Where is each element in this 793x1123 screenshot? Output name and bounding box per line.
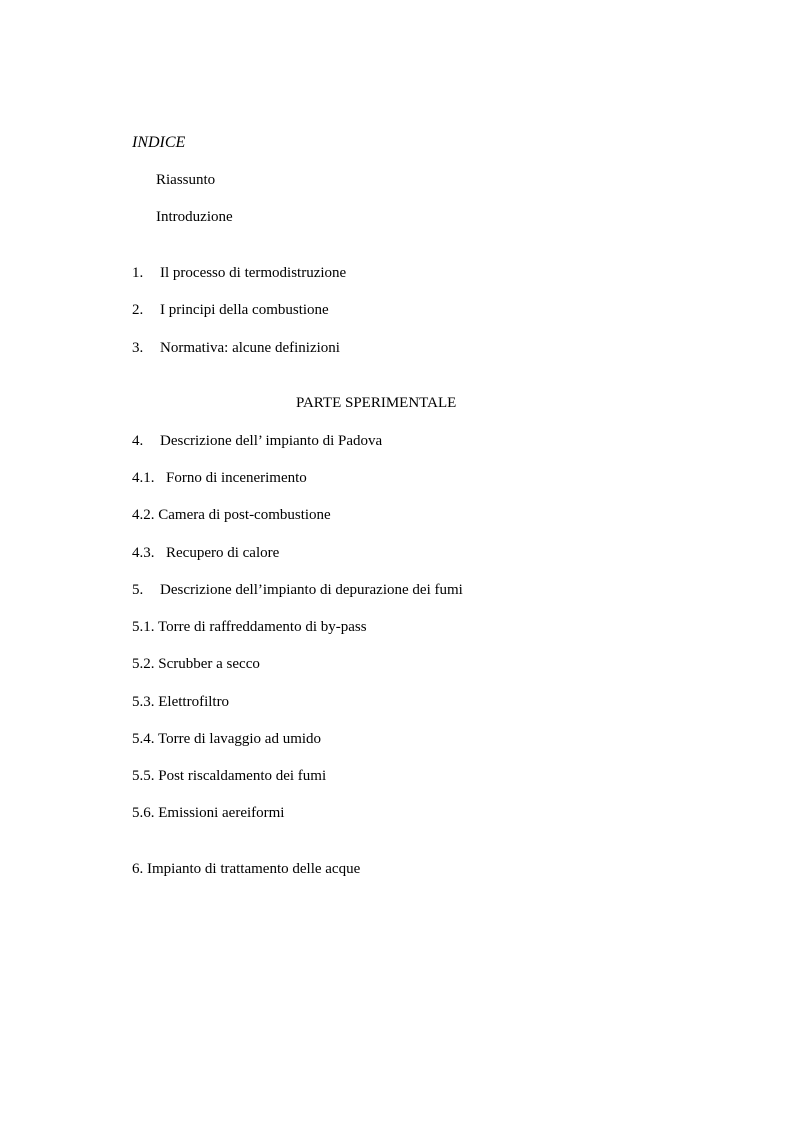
toc-entry-number: 3.: [132, 340, 144, 356]
toc-entry-title: Forno di incenerimento: [166, 470, 307, 486]
toc-entry-title: Recupero di calore: [166, 545, 280, 561]
toc-entry-section-5-1: 5.1. Torre di raffreddamento di by-pass: [132, 619, 367, 635]
toc-entry-chapter-6: 6. Impianto di trattamento delle acque: [132, 861, 361, 877]
toc-entry-section-5-2: 5.2. Scrubber a secco: [132, 656, 260, 672]
toc-entry-section-4-3: [132, 544, 279, 562]
toc-entry-chapter-5: [132, 581, 463, 599]
toc-entry-chapter-3: [132, 339, 340, 357]
index-heading: INDICE: [132, 134, 186, 151]
toc-entry-number: 5.: [132, 582, 144, 598]
toc-entry-title: I principi della combustione: [160, 302, 329, 318]
toc-entry-title: Normativa: alcune definizioni: [160, 340, 340, 356]
toc-entry-section-5-4: 5.4. Torre di lavaggio ad umido: [132, 731, 322, 747]
toc-entry-number: 1.: [132, 265, 144, 281]
toc-entry-title: Il processo di termodistruzione: [160, 265, 347, 281]
toc-entry-chapter-1: [132, 264, 346, 282]
toc-entry-number: 2.: [132, 302, 144, 318]
toc-entry-title: Descrizione dell’impianto di depurazione dei fumi: [160, 582, 463, 598]
toc-entry-section-5-3: 5.3. Elettrofiltro: [132, 694, 230, 710]
toc-entry-section-4-1: [132, 469, 307, 487]
toc-entry-section-5-5: 5.5. Post riscaldamento dei fumi: [132, 768, 327, 784]
toc-entry-section-5-6: 5.6. Emissioni aereiformi: [132, 805, 285, 821]
toc-entry-number: 4.1.: [132, 470, 155, 486]
section-title-parte-sperimentale: PARTE SPERIMENTALE: [296, 395, 457, 411]
toc-entry-number: 4.3.: [132, 545, 155, 561]
toc-entry-title: Descrizione dell’ impianto di Padova: [160, 433, 383, 449]
toc-entry-section-4-2: 4.2. Camera di post-combustione: [132, 507, 331, 523]
toc-entry-introduzione: Introduzione: [156, 209, 233, 225]
toc-entry-chapter-2: [132, 301, 329, 319]
toc-entry-riassunto: Riassunto: [156, 172, 216, 188]
toc-entry-chapter-4: [132, 432, 382, 450]
toc-entry-number: 4.: [132, 433, 144, 449]
